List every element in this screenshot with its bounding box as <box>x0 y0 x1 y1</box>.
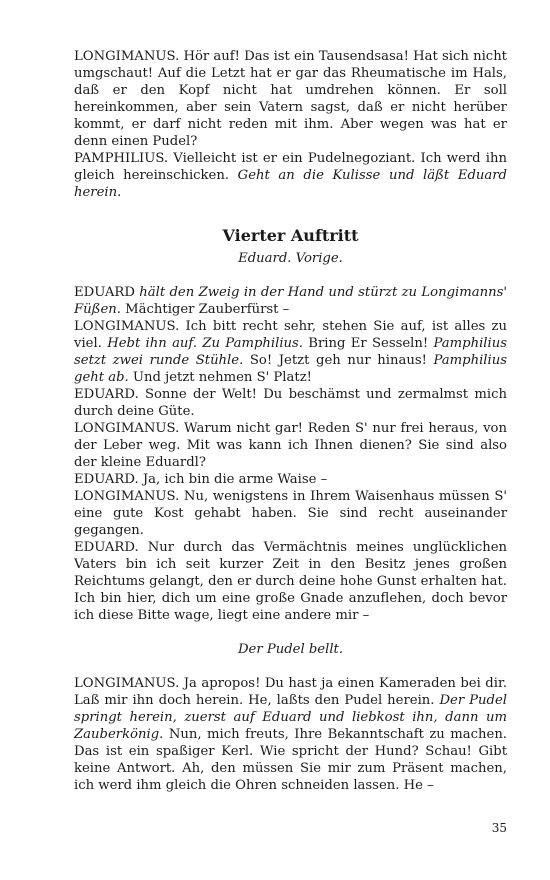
dialogue-longimanus-5: LONGIMANUS. Ja apropos! Du hast ja einen Kameraden bei dir. Laß mir ihn doch herein. He, laßts den Pudel herein. Der Pudel springt herein, zuerst auf Eduard und liebkost ihn, dann um Zauberkönig. Nun, mich freuts, Ihre Bekanntschaft zu machen. Das ist ein spaßiger Kerl. Wie spricht der Hund? Schau! Gibt keine Antwort. Ah, den müssen Sie mir zum Präsent machen, ich werd ihm gleich die Ohren schneiden lassen. He – <box>74 676 507 793</box>
dialogue-longimanus-2: LONGIMANUS. Ich bitt recht sehr, stehen Sie auf, ist alles zu viel. Hebt ihn auf. Zu Pamphilius. Bring Er Sesseln! Pamphilius setzt zwei runde Stühle. So! Jetzt geh nur hinaus! Pamphilius geht ab. Und jetzt nehmen S' Platz! <box>74 319 507 385</box>
page-text-column <box>74 48 507 794</box>
dialogue-longimanus-1: LONGIMANUS. Hör auf! Das ist ein Tausendsasa! Hat sich nicht umgschaut! Auf die Letzt hat er gar das Rheumatische im Hals, daß er den Kopf nicht hat umdrehen können. Er soll hereinkommen, aber sein Vatern sagst, daß er nicht herüber kommt, er darf nicht reden mit ihm. Aber wegen was hat er denn einen Pudel? <box>74 49 507 149</box>
dialogue-eduard-4: EDUARD. Nur durch das Vermächtnis meines unglücklichen Vaters bin ich seit kurzer Zeit in den Besitz jenes großen Reichtums gelangt, den er durch deine hohe Gunst erhalten hat. Ich bin hier, dich um eine große Gnade anzuflehen, doch bevor ich diese Bitte wage, liegt eine andere mir – <box>74 540 507 623</box>
dialogue-longimanus-3: LONGIMANUS. Warum nicht gar! Reden S' nur frei heraus, von der Leber weg. Mit was kann ich Ihnen dienen? Sie sind also der kleine Eduardl? <box>74 421 507 470</box>
scene-subheading: Eduard. Vorige. <box>238 251 343 266</box>
dialogue-pamphilius-1: PAMPHILIUS. Vielleicht ist er ein Pudelnegoziant. Ich werd ihn gleich hereinschicken. Geht an die Kulisse und läßt Eduard herein. <box>74 151 507 200</box>
dialogue-longimanus-4: LONGIMANUS. Nu, wenigstens in Ihrem Waisenhaus müssen S' eine gute Kost gehabt haben. Sie sind recht auseinander gegangen. <box>74 489 507 538</box>
dialogue-eduard-1: EDUARD hält den Zweig in der Hand und stürzt zu Longimanns' Füßen. Mächtiger Zauberfürst – <box>74 285 507 317</box>
dialogue-eduard-2: EDUARD. Sonne der Welt! Du beschämst und zermalmst mich durch deine Güte. <box>74 387 507 419</box>
stage-direction: Der Pudel bellt. <box>237 642 344 657</box>
page-number: 35 <box>491 821 507 835</box>
scene-heading: Vierter Auftritt <box>222 226 359 245</box>
dialogue-eduard-3: EDUARD. Ja, ich bin die arme Waise – <box>74 472 328 487</box>
